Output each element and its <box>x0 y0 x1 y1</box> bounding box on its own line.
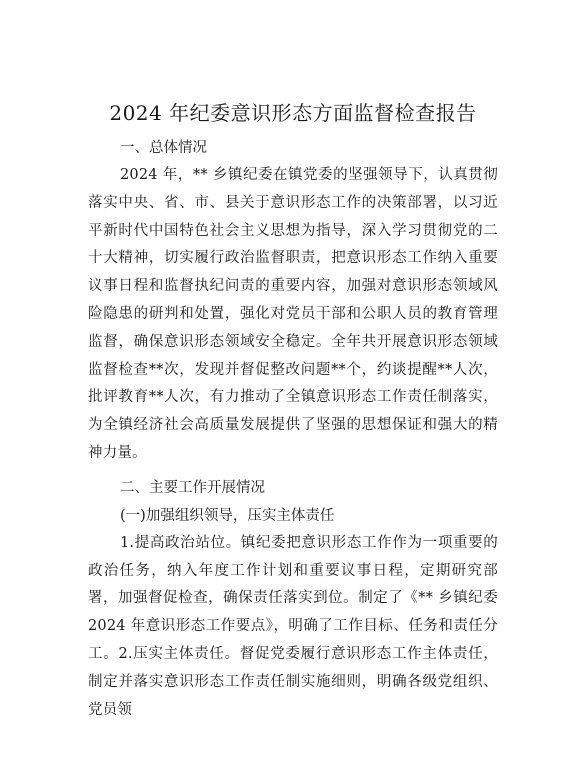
leadership-paragraph: 1.提高政治站位。镇纪委把意识形态工作作为一项重要的政治任务，纳入年度工作计划和重要议事日程，定期研究部署，加强督促检查，确保责任落实到位。制定了《** 乡镇纪委 2024 年意识形态工作要点》，明确了工作目标、任务和责任分工。2.压实主体责任。督促党委履行意识形态工作主体责任，制定并落实意识形态工作责任制实施细则，明确各级党组织、党员领 <box>88 534 498 718</box>
overview-paragraph: 2024 年，** 乡镇纪委在镇党委的坚强领导下，认真贯彻落实中央、省、市、县关于意识形态工作的决策部署，以习近平新时代中国特色社会主义思想为指导，深入学习贯彻党的二十大精神，切实履行政治监督职责，把意识形态工作纳入重要议事日程和监督执纪问责的重要内容，加强对意识形态领域风险隐患的研判和处置，强化对党员干部和公职人员的教育管理监督，确保意识形态领域安全稳定。全年共开展意识形态领域监督检查**次，发现并督促整改问题**个，约谈提醒**人次，批评教育**人次，有力推动了全镇意识形态工作责任制落实，为全镇经济社会高质量发展提供了坚强的思想保证和强大的精神力量。 <box>88 167 498 461</box>
document-title: 2024 年纪委意识形态方面监督检查报告 <box>109 101 477 125</box>
section-heading-main-work: 二、主要工作开展情况 <box>120 479 265 496</box>
section-heading-overview: 一、总体情况 <box>120 140 207 156</box>
subsection-heading-leadership: (一)加强组织领导，压实主体责任 <box>120 507 335 524</box>
document-page <box>88 98 498 724</box>
